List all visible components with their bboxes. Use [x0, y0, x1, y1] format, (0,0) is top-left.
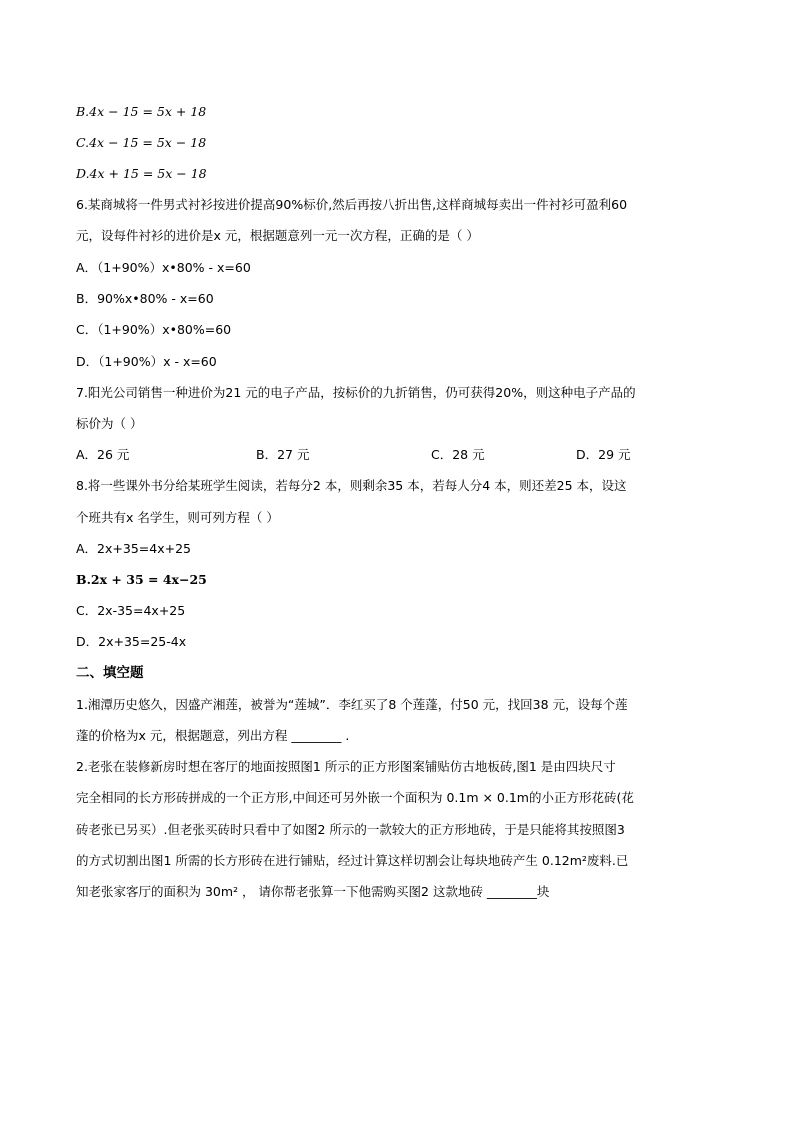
- fill1-line2: 蓬的价格为x 元，根据题意，列出方程 ________ .: [76, 728, 350, 743]
- q8-option-d: D．2x+35=25-4x: [76, 634, 187, 649]
- fill2-line4: 的方式切割出图1 所需的长方形砖在进行铺贴，经过计算这样切割会让每块地砖产生 0.12m²废料.已: [76, 853, 629, 868]
- q6-option-b: B．90%x•80% - x=60: [76, 291, 214, 306]
- fill2-line5: 知老张家客厅的面积为 30m² ， 请你帮老张算一下他需购买图2 这款地砖 ________块: [76, 884, 550, 899]
- q7-option-b: B．27 元: [256, 447, 310, 462]
- q5-option-d: D.4x + 15 = 5x − 18: [76, 166, 207, 181]
- q8-option-c: C．2x-35=4x+25: [76, 603, 186, 618]
- q6-option-c: C．（1+90%）x•80%=60: [76, 322, 232, 337]
- q6-stem-line1: 6.某商城将一件男式衬衫按进价提高90%标价,然后再按八折出售,这样商城每卖出一件衬衫可盈利60: [76, 197, 628, 212]
- q8-option-b: B.2x + 35 = 4x−25: [76, 572, 207, 587]
- section-heading-fill-blank: 二、填空题: [76, 665, 144, 681]
- q7-option-d: D．29 元: [576, 447, 631, 462]
- fill2-line3: 砖老张已另买）.但老张买砖时只看中了如图2 所示的一款较大的正方形地砖，于是只能将其按照图3: [76, 822, 625, 837]
- q8-option-a: A．2x+35=4x+25: [76, 541, 191, 556]
- q6-option-d: D．（1+90%）x - x=60: [76, 354, 217, 369]
- fill2-line1: 2.老张在装修新房时想在客厅的地面按照图1 所示的正方形图案铺贴仿古地板砖,图1 是由四块尺寸: [76, 759, 616, 774]
- q7-option-a: A．26 元: [76, 447, 130, 462]
- q7-stem-line2: 标价为（ ）: [76, 416, 143, 431]
- q5-option-c: C.4x − 15 = 5x − 18: [76, 135, 207, 150]
- fill2-line2: 完全相同的长方形砖拼成的一个正方形,中间还可另外嵌一个面积为 0.1m × 0.1m的小正方形花砖(花: [76, 790, 634, 805]
- q8-stem-line1: 8.将一些课外书分给某班学生阅读，若每分2 本，则剩余35 本，若每人分4 本，则还差25 本，设这: [76, 478, 627, 493]
- q8-stem-line2: 个班共有x 名学生，则可列方程（ ）: [76, 510, 279, 525]
- q6-option-a: A．（1+90%）x•80% - x=60: [76, 260, 251, 275]
- q5-option-b: B.4x − 15 = 5x + 18: [76, 104, 207, 119]
- q7-option-c: C．28 元: [431, 447, 485, 462]
- fill1-line1: 1.湘潭历史悠久，因盛产湘莲，被誉为“莲城”．李红买了8 个莲蓬，付50 元，找回38 元，设每个莲: [76, 697, 628, 712]
- q7-stem-line1: 7.阳光公司销售一种进价为21 元的电子产品，按标价的九折销售，仍可获得20%，则这种电子产品的: [76, 385, 636, 400]
- q6-stem-line2: 元，设每件衬衫的进价是x 元，根据题意列一元一次方程，正确的是（ ）: [76, 228, 479, 243]
